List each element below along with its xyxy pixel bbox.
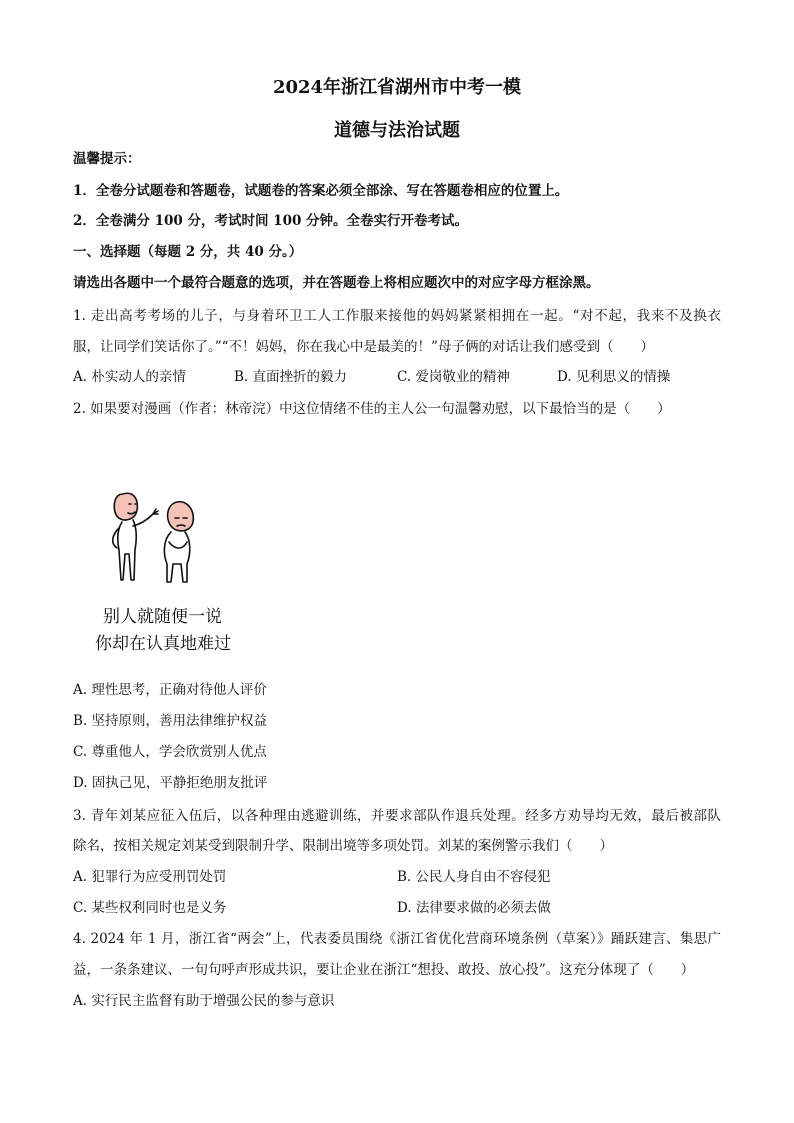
q2-stem: 2. 如果要对漫画（作者：林帝浣）中这位情绪不佳的主人公一句温馨劝慰，以下最恰当的是（ ）	[73, 401, 671, 417]
q1-stem-line-2: 服，让同学们笑话你了。”“不！妈妈，你在我心中是最美的！”母子俩的对话让我们感受到（ ）	[73, 339, 654, 355]
exam-title: 2024年浙江省湖州市中考一模	[272, 77, 522, 98]
tips-heading: 温馨提示：	[73, 151, 141, 167]
q4-option-a: A. 实行民主监督有助于增强公民的参与意识	[73, 993, 335, 1009]
exam-subtitle: 道德与法治试题	[334, 120, 460, 141]
q3-stem-line-2: 除名，按相关规定刘某受到限制升学、限制出境等多项处罚。刘某的案例警示我们（ ）	[73, 838, 613, 854]
q3-option-b: B. 公民人身自由不容侵犯	[397, 869, 551, 885]
cartoon-caption-line-2: 你却在认真地难过	[95, 634, 231, 654]
q3-option-c: C. 某些权利同时也是义务	[73, 900, 227, 916]
tips-line-1: 1．全卷分试题卷和答题卷，试题卷的答案必须全部涂、写在答题卷相应的位置上。	[73, 183, 569, 199]
q2-option-d: D. 固执己见，平静拒绝朋友批评	[73, 775, 268, 791]
q3-stem-line-1: 3. 青年刘某应征入伍后，以各种理由逃避训练，并要求部队作退兵处理。经多方劝导均无效，最后被部队	[73, 808, 721, 824]
q2-option-c: C. 尊重他人，学会欣赏别人优点	[73, 744, 267, 760]
section-instruction: 请选出各题中一个最符合题意的选项，并在答题卷上将相应题次中的对应字母方框涂黑。	[73, 275, 600, 291]
section-title: 一、选择题（每题 2 分，共 40 分。）	[73, 244, 303, 260]
q1-option-a: A. 朴实动人的亲情	[73, 369, 186, 385]
q2-cartoon	[95, 480, 265, 665]
q1-option-b: B. 直面挫折的毅力	[234, 369, 348, 385]
cartoon-illustration	[95, 480, 265, 665]
q1-option-d: D. 见利思义的情操	[557, 369, 671, 385]
q2-option-b: B. 坚持原则，善用法律维护权益	[73, 713, 268, 729]
q3-option-d: D. 法律要求做的必须去做	[397, 900, 551, 916]
cartoon-caption-line-1: 别人就随便一说	[103, 607, 222, 627]
q3-option-a: A. 犯罪行为应受刑罚处罚	[73, 869, 227, 885]
tips-line-2: 2．全卷满分 100 分，考试时间 100 分钟。全卷实行开卷考试。	[73, 213, 469, 229]
q2-option-a: A. 理性思考，正确对待他人评价	[73, 682, 267, 698]
q1-stem-line-1: 1. 走出高考考场的儿子，与身着环卫工人工作服来接他的妈妈紧紧相拥在一起。“对不起，我来不及换衣	[73, 308, 721, 324]
q1-option-c: C. 爱岗敬业的精神	[397, 369, 510, 385]
q4-stem-line-2: 益，一条条建议、一句句呼声形成共识，要让企业在浙江“想投、敢投、放心投”。这充分体现了（ ）	[73, 962, 695, 978]
q4-stem-line-1: 4. 2024 年 1 月，浙江省“两会”上，代表委员围绕《浙江省优化营商环境条例（草案）》踊跃建言、集思广	[73, 931, 721, 947]
